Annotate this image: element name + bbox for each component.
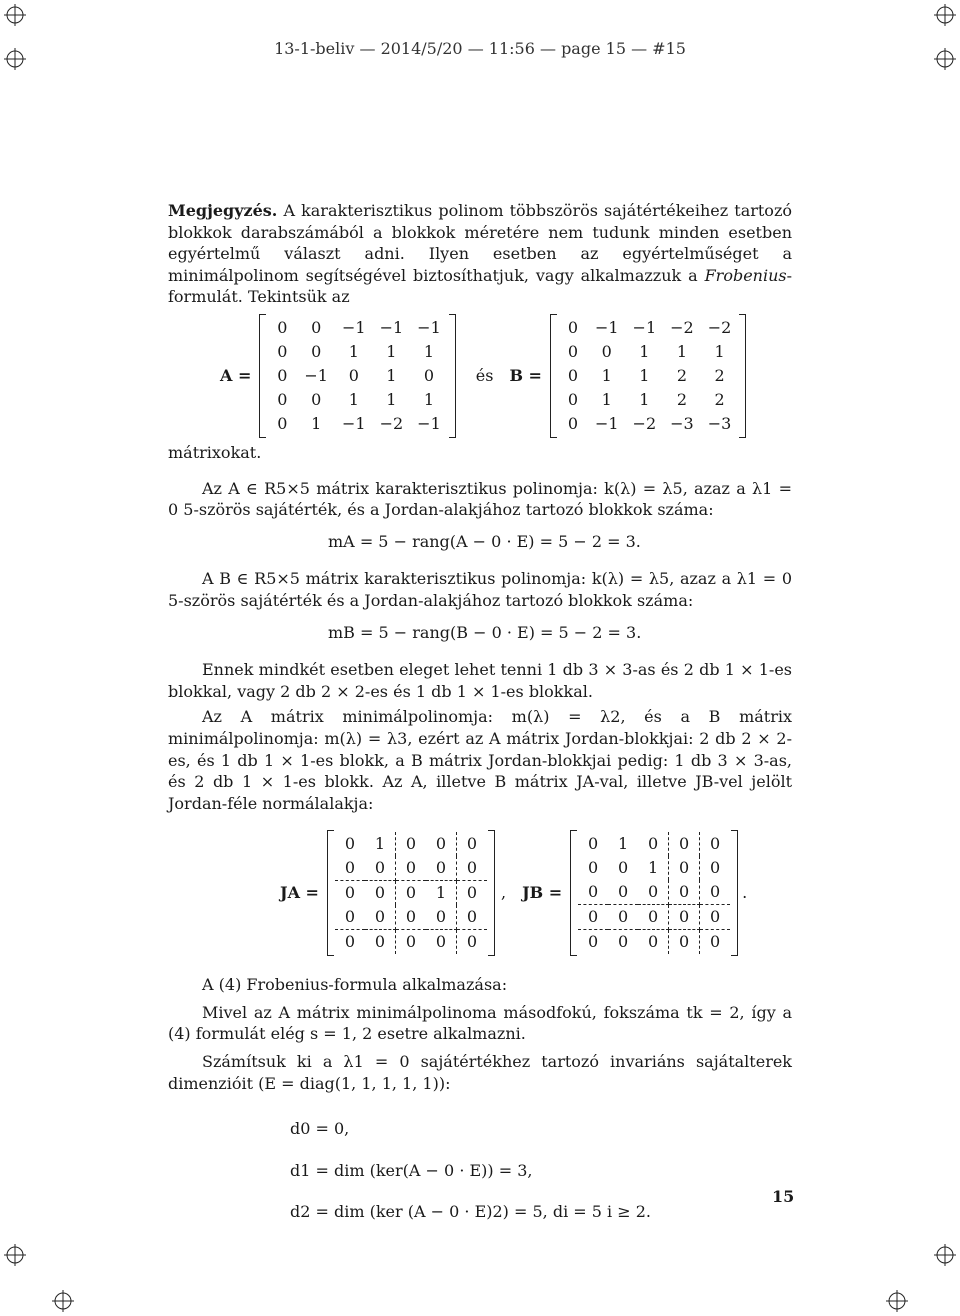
- matrix-cell: 0: [608, 880, 638, 905]
- d2-equation: d2 = dim (ker (A − 0 · E)2) = 5, di = 5 i ≥ 2.: [290, 1202, 652, 1222]
- matrix-cell: 1: [639, 342, 650, 362]
- matrix-cell: 1: [601, 366, 612, 386]
- remark-text-2: -formulát. Tekintsük az: [168, 265, 792, 307]
- matrix-cell: 0: [466, 883, 478, 903]
- matrix-cell: 0: [567, 390, 579, 410]
- matrix-cell: 0: [395, 905, 426, 930]
- matrix-cell: −2: [670, 318, 694, 338]
- matrix-cell: 0: [710, 932, 721, 952]
- matrix-cell: 0: [638, 880, 669, 905]
- comma: ,: [500, 883, 507, 903]
- jordan-forms: [220, 830, 792, 956]
- matrix-cell: 0: [567, 318, 579, 338]
- matrix-cell: 0: [578, 880, 608, 905]
- matrix-cell: 0: [335, 856, 365, 881]
- matrix-row: [267, 412, 447, 436]
- matrix-row: [335, 856, 487, 881]
- matrix-row: [335, 930, 487, 955]
- matrix-cell: −3: [670, 414, 694, 434]
- matrix-cell: 0: [608, 905, 638, 930]
- matrix-cell: 0: [426, 832, 457, 856]
- crosshair-icon: [934, 1244, 956, 1266]
- matrix-row: [267, 316, 447, 340]
- matrix-cell: 1: [311, 414, 322, 434]
- matrix-cell: 0: [311, 390, 322, 410]
- matrix-cell: 0: [669, 856, 700, 880]
- matrix-cell: 0: [335, 905, 365, 930]
- matrix-cell: −2: [379, 414, 404, 434]
- matrices-word: mátrixokat.: [168, 442, 262, 462]
- matrix-cell: 1: [714, 342, 725, 362]
- block-options-paragraph: Ennek mindkét esetben eleget lehet tenni 1 db 3 × 3-as és 2 db 1 × 1-es blokkal, vagy 2 db 2 × 2-es és 1 db 1 × 1-es blokkal.: [168, 660, 792, 701]
- matrix-cell: −1: [594, 414, 619, 434]
- remark-paragraph: [168, 200, 792, 308]
- matrix-row: [578, 832, 730, 856]
- char-poly-b-paragraph: A B ∈ R5×5 mátrix karakterisztikus polinomja: k(λ) = λ5, azaz a λ1 = 0 5-szörös sajátérték és a Jordan-alakjához tartozó blokkok száma:: [168, 569, 792, 610]
- matrix-cell: 2: [714, 390, 725, 410]
- matrix-cell: 0: [710, 834, 721, 854]
- matrix-cell: 0: [405, 932, 417, 952]
- matrix-cell: 1: [386, 366, 397, 386]
- matrix-cell: 1: [639, 390, 650, 410]
- matrix-cell: 0: [700, 880, 731, 905]
- matrix-cell: −1: [379, 318, 404, 338]
- matrix-cell: 0: [567, 366, 579, 386]
- dimensions-paragraph: Számítsuk ki a λ1 = 0 sajátértékhez tartozó invariáns sajátalterek dimenzióit (E = diag(1, 1, 1, 1, 1)):: [168, 1052, 792, 1093]
- matrix-cell: 0: [277, 414, 288, 434]
- matrix-row: [578, 930, 730, 955]
- matrix-cell: 0: [669, 880, 700, 905]
- matrix-b: [550, 314, 746, 438]
- matrix-cell: 0: [277, 342, 288, 362]
- matrix-cell: 0: [348, 366, 359, 386]
- page-body: [168, 200, 795, 1243]
- matrix-row: [267, 340, 447, 364]
- matrix-cell: 0: [638, 930, 669, 955]
- matrix-cell: 1: [386, 342, 397, 362]
- matrix-row: [267, 364, 447, 388]
- matrix-cell: 0: [710, 858, 721, 878]
- matrix-cell: 0: [426, 856, 457, 881]
- matrix-cell: 0: [365, 905, 396, 930]
- matrix-cell: 0: [588, 858, 599, 878]
- matrix-jb-label: JB =: [522, 883, 563, 903]
- matrix-cell: 0: [365, 930, 396, 955]
- matrix-row: [578, 905, 730, 930]
- matrix-row: [267, 388, 447, 412]
- crosshair-icon: [934, 4, 956, 26]
- matrix-cell: 1: [638, 856, 669, 880]
- matrix-cell: −2: [632, 414, 657, 434]
- remark-text-1: A karakterisztikus polinom többszörös sajátértékeihez tartozó blokkok darabszámából a blokkok méretére nem tudunk minden esetben egyértelmű választ adni. Ilyen esetben az egyértelműséget a minimálpolinom segítségével biztosíthatjuk, vagy alkalmazzuk a: [168, 201, 792, 285]
- matrix-cell: 0: [669, 930, 700, 955]
- matrix-cell: 0: [395, 856, 426, 881]
- matrix-cell: −2: [707, 318, 732, 338]
- matrix-cell: 2: [676, 366, 688, 386]
- matrix-cell: 0: [277, 366, 288, 386]
- matrix-cell: −1: [304, 366, 328, 386]
- frobenius-application-heading: A (4) Frobenius-formula alkalmazása:: [202, 975, 508, 995]
- matrix-cell: 0: [567, 342, 579, 362]
- matrix-cell: 1: [386, 390, 397, 410]
- matrix-row: [558, 412, 738, 436]
- matrix-cell: 0: [344, 883, 356, 903]
- matrix-cell: 1: [639, 366, 650, 386]
- matrix-cell: 0: [426, 905, 457, 930]
- matrix-cell: −1: [417, 414, 441, 434]
- crosshair-icon: [52, 1290, 74, 1312]
- matrix-cell: −1: [341, 414, 366, 434]
- matrix-cell: 0: [588, 932, 599, 952]
- matrix-cell: 0: [669, 832, 700, 856]
- matrix-cell: 1: [348, 342, 359, 362]
- block-count-b-equation: mB = 5 − rang(B − 0 · E) = 5 − 2 = 3.: [328, 622, 642, 642]
- matrix-cell: 0: [365, 881, 396, 906]
- matrix-cell: 1: [423, 390, 435, 410]
- matrix-cell: 0: [456, 856, 487, 881]
- matrix-row: [558, 340, 738, 364]
- matrix-cell: 0: [311, 318, 322, 338]
- matrix-cell: 1: [365, 832, 396, 856]
- crosshair-icon: [4, 1244, 26, 1266]
- matrix-cell: 1: [618, 834, 629, 854]
- matrix-b-label: B =: [509, 366, 542, 386]
- matrix-cell: 0: [578, 905, 608, 930]
- page-number: 15: [772, 1187, 795, 1206]
- matrix-a-label: A =: [220, 366, 252, 386]
- running-header: 13-1-beliv — 2014/5/20 — 11:56 — page 15 — #15: [274, 39, 686, 58]
- matrix-cell: 1: [601, 390, 612, 410]
- d0-equation: d0 = 0,: [290, 1119, 350, 1139]
- matrix-ja-label: JA =: [280, 883, 319, 903]
- matrix-cell: −1: [417, 318, 441, 338]
- period: .: [742, 883, 748, 903]
- matrix-cell: 1: [423, 342, 435, 362]
- matrix-cell: 0: [588, 834, 599, 854]
- matrix-cell: 0: [405, 883, 417, 903]
- matrix-cell: −1: [341, 318, 366, 338]
- crosshair-icon: [886, 1290, 908, 1312]
- matrix-cell: 0: [700, 905, 731, 930]
- frobenius-term: Frobenius: [704, 265, 787, 285]
- matrix-cell: 0: [405, 834, 417, 854]
- matrix-cell: 0: [423, 366, 435, 386]
- minimal-polynomial-paragraph: Az A mátrix minimálpolinomja: m(λ) = λ2, és a B mátrix minimálpolinomja: m(λ) = λ3, ezért az A mátrix Jordan-blokkjai: 2 db 2 × 2-es, és 1 db 1 × 1-es blokk, a B mátrix Jordan-blokkjai pedig: 1 db 3 × 3-as, és 2 db 1 × 1-es blokk. Az A, illetve B mátrix JA-val, illetve JB-vel jelölt Jordan-féle normálalakja:: [168, 707, 792, 813]
- matrix-cell: 0: [344, 932, 356, 952]
- matrix-cell: 0: [277, 318, 288, 338]
- matrix-cell: 0: [466, 834, 478, 854]
- matrix-a: [259, 314, 455, 438]
- matrix-cell: 0: [277, 390, 288, 410]
- matrix-cell: 0: [601, 342, 612, 362]
- matrix-cell: 1: [676, 342, 688, 362]
- matrix-cell: 0: [567, 414, 579, 434]
- matrix-row: [578, 880, 730, 905]
- matrix-row: [335, 881, 487, 906]
- matrix-cell: 0: [638, 832, 669, 856]
- matrix-row: [578, 856, 730, 880]
- matrix-cell: 1: [426, 881, 457, 906]
- degree-paragraph: Mivel az A mátrix minimálpolinoma másodfokú, fokszáma tk = 2, így a (4) formulát elég s = 1, 2 esetre alkalmazni.: [168, 1002, 792, 1044]
- matrix-cell: 0: [344, 834, 356, 854]
- matrix-definitions: [220, 314, 792, 438]
- matrix-cell: 0: [311, 342, 322, 362]
- matrix-row: [558, 316, 738, 340]
- matrix-cell: 2: [676, 390, 688, 410]
- block-count-a-equation: mA = 5 − rang(A − 0 · E) = 5 − 2 = 3.: [328, 531, 641, 551]
- matrix-cell: 0: [426, 930, 457, 955]
- matrix-cell: 0: [638, 905, 669, 930]
- matrix-cell: 0: [456, 905, 487, 930]
- matrix-cell: 0: [365, 856, 396, 881]
- matrix-cell: −3: [707, 414, 732, 434]
- matrix-cell: −1: [594, 318, 619, 338]
- matrix-row: [558, 364, 738, 388]
- char-poly-a-paragraph: Az A ∈ R5×5 mátrix karakterisztikus polinomja: k(λ) = λ5, azaz a λ1 = 0 5-szörös sajátérték, és a Jordan-alakjához tartozó blokkok száma:: [168, 478, 792, 520]
- matrix-cell: 1: [348, 390, 359, 410]
- matrix-cell: −1: [632, 318, 657, 338]
- matrix-cell: 0: [618, 858, 629, 878]
- matrix-cell: 0: [669, 905, 700, 930]
- d1-equation: d1 = dim (ker(A − 0 · E)) = 3,: [290, 1160, 533, 1180]
- matrix-cell: 0: [618, 932, 629, 952]
- crosshair-icon: [4, 4, 26, 26]
- matrix-cell: 2: [714, 366, 725, 386]
- remark-lead: Megjegyzés.: [168, 201, 278, 220]
- matrix-jb: [570, 830, 738, 956]
- matrix-row: [558, 388, 738, 412]
- matrix-cell: 0: [466, 932, 478, 952]
- matrix-row: [335, 905, 487, 930]
- and-word: és: [475, 366, 494, 386]
- matrix-ja: [327, 830, 495, 956]
- matrix-row: [335, 832, 487, 856]
